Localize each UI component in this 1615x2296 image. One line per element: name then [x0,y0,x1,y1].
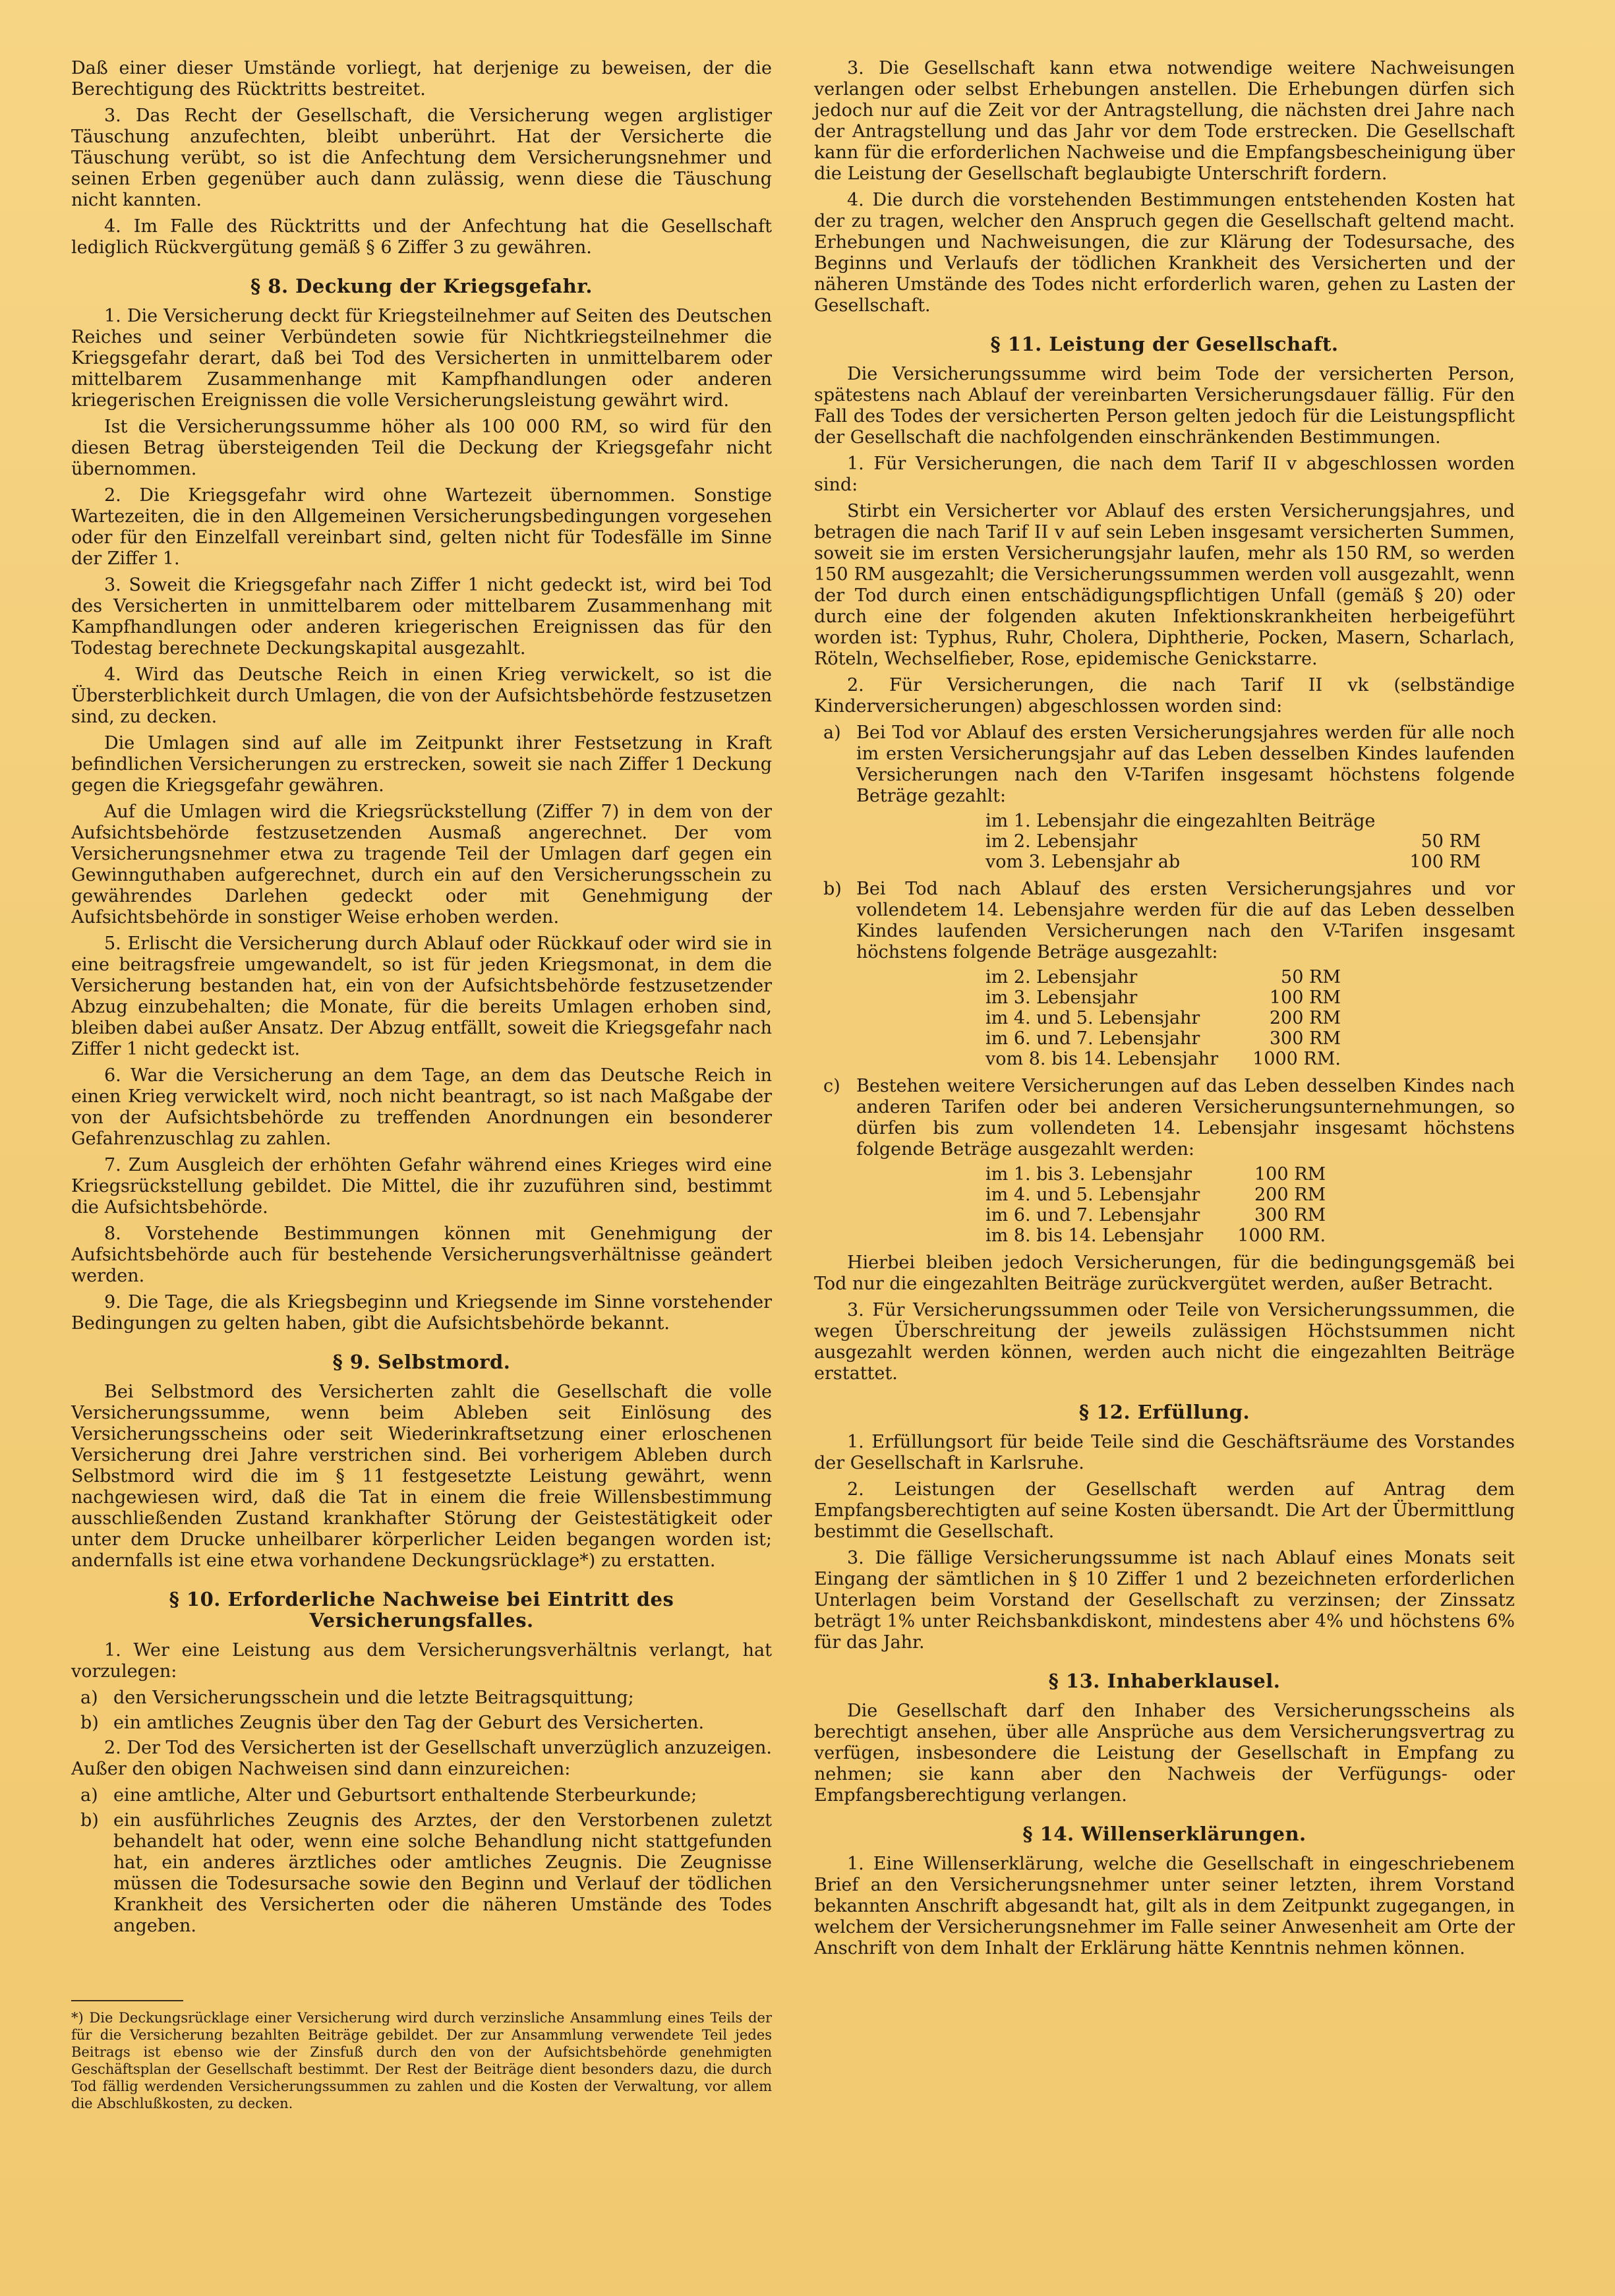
paragraph: 4. Im Falle des Rücktritts und der Anfechtung hat die Gesellschaft lediglich Rückvergütung gemäß § 6 Ziffer 3 zu gewähren. [71,216,772,258]
paragraph: 1. Erfüllungsort für beide Teile sind die Geschäftsräume des Vorstandes der Gesellschaft in Karlsruhe. [814,1432,1515,1473]
paragraph: Hierbei bleiben jedoch Versicherungen, für die bedingungsgemäß bei Tod nur die eingezahlten Beiträge zurückvergütet werden, außer Betracht. [814,1252,1515,1294]
amount-table-b [985,967,1349,1069]
list-label: b) [823,879,842,899]
table-cell-label: vom 3. Lebensjahr ab [985,852,1181,872]
list-text: Bestehen weitere Versicherungen auf das Leben desselben Kindes nach anderen Tarifen oder bei anderen Versicherungsunternehmungen, so dürfen bis zum vollendeten 14. Lebensjahr insgesamt höchstens folgende Beträge ausgezahlt werden: [856,1076,1515,1160]
table-cell-value: 50 RM [1421,831,1481,852]
table-row [985,852,1488,872]
table-cell-label: im 4. und 5. Lebensjahr [985,1185,1200,1205]
list-text: Bei Tod nach Ablauf des ersten Versicherungsjahres und vor vollendetem 14. Lebensjahre werden für die auf das Leben desselben Kindes laufenden Versicherungen nach den V-Tarifen insgesamt höchstens folgende Beträge ausgezahlt: [856,879,1515,962]
paragraph: 2. Für Versicherungen, die nach Tarif II vk (selbständige Kinderversicherungen) abgeschlossen worden sind: [814,675,1515,717]
paragraph: 9. Die Tage, die als Kriegsbeginn und Kriegsende im Sinne vorstehender Bedingungen zu gelten haben, gibt die Aufsichtsbehörde bekannt. [71,1292,772,1334]
paragraph: Auf die Umlagen wird die Kriegsrückstellung (Ziffer 7) in dem von der Aufsichtsbehörde festzusetzenden Ausmaß angerechnet. Der vom Versicherungsnehmer etwa zu tragende Teil der Umlagen darf gegen ein Gewinnguthaben aufgerechnet, durch ein auf den Versicherungsschein zu gewährendes Darlehen gedeckt oder mit Genehmigung der Aufsichtsbehörde in sonstiger Weise erhoben werden. [71,802,772,927]
table-cell-value [1383,811,1488,831]
list-label: a) [80,1688,98,1708]
section-heading-10: § 10. Erforderliche Nachweise bei Eintritt des Versicherungsfalles. [169,1588,674,1632]
list-item [814,879,1515,963]
table-cell-value: 100 RM [1254,1164,1326,1185]
table-cell-label: im 6. und 7. Lebensjahr [985,1028,1200,1049]
section-heading-12: § 12. Erfüllung. [1078,1401,1250,1423]
list-text: ein ausführliches Zeugnis des Arztes, der den Verstorbenen zuletzt behandelt hat oder, wenn eine solche Behandlung nicht stattgefunden hat, ein anderes ärztliches oder amtliches Zeugnis. Die Zeugnisse müssen die Todesursache sowie den Beginn und Verlauf der tödlichen Krankheit des Versicherten oder die näheren Umstände des Todes angeben. [113,1810,772,1936]
table-row [985,1164,1334,1185]
list-text: ein amtliches Zeugnis über den Tag der Geburt des Versicherten. [113,1713,705,1733]
paragraph: Daß einer dieser Umstände vorliegt, hat derjenige zu beweisen, der die Berechtigung des Rücktritts bestreitet. [71,58,772,100]
list-item [814,1076,1515,1160]
paragraph: 2. Der Tod des Versicherten ist der Gesellschaft unverzüglich anzuzeigen. Außer den obigen Nachweisen sind dann einzureichen: [71,1738,772,1779]
table-row [985,967,1349,987]
paragraph: Die Gesellschaft darf den Inhaber des Versicherungsscheins als berechtigt ansehen, über alle Ansprüche aus dem Versicherungsvertrag zu verfügen, insbesondere die Leistung der Gesellschaft in Empfang zu nehmen; sie kann aber den Nachweis der Verfügungs- oder Empfangsberechtigung verlangen. [814,1701,1515,1806]
table-cell-value: 100 RM [1409,852,1481,872]
section-heading-14: § 14. Willenserklärungen. [1022,1823,1307,1845]
list-label: c) [823,1076,840,1096]
table-row [985,1205,1334,1225]
list-item [71,1810,772,1937]
list-item [71,1688,772,1709]
table-cell-value: 200 RM [1254,1185,1326,1205]
list-label: b) [80,1713,99,1733]
paragraph: 4. Die durch die vorstehenden Bestimmungen entstehenden Kosten hat der zu tragen, welcher den Anspruch gegen die Gesellschaft geltend macht. Erhebungen und Nachweisungen, die zur Klärung der Todesursache, des Beginns und Verlaufs der tödlichen Krankheit des Versicherten und der näheren Umstände des Todes nicht erforderlich waren, gehen zu Lasten der Gesellschaft. [814,190,1515,316]
paragraph: 2. Leistungen der Gesellschaft werden auf Antrag dem Empfangsberechtigten auf seine Kosten übersandt. Die Art der Übermittlung bestimmt die Gesellschaft. [814,1479,1515,1542]
table-cell-label: im 1. bis 3. Lebensjahr [985,1164,1192,1185]
list-item [71,1713,772,1734]
table-cell-label: im 2. Lebensjahr [985,831,1138,852]
two-column-layout [71,58,1552,2256]
table-cell-label: im 2. Lebensjahr [985,967,1138,987]
footnote: *) Die Deckungsrücklage einer Versicherung wird durch verzinsliche Ansammlung eines Teils der für die Versicherung bezahlten Beiträge gebildet. Der zur Ansammlung verwendete Teil jedes Beitrags ist ebenso wie der Zinsfuß durch den von der Aufsichtsbehörde genehmigten Geschäftsplan der Gesellschaft bestimmt. Der Rest der Beiträge dient besonders dazu, die durch Tod fällig werdenden Versicherungssummen zu zahlen und die Kosten der Verwaltung, vor allem die Abschlußkosten, zu decken. [71,2010,772,2111]
paragraph: Stirbt ein Versicherter vor Ablauf des ersten Versicherungsjahres, und betragen die nach Tarif II v auf sein Leben insgesamt versicherten Summen, soweit sie im ersten Versicherungsjahr laufen, mehr als 150 RM, so werden 150 RM ausgezahlt; die Versicherungssummen werden voll ausgezahlt, wenn der Tod durch einen entschädigungspflichtigen Unfall (gemäß § 20) oder durch eine der folgenden akuten Infektionskrankheiten herbeigeführt worden ist: Typhus, Ruhr, Cholera, Diphtherie, Pocken, Masern, Scharlach, Röteln, Wechselfieber, Rose, epidemische Genickstarre. [814,501,1515,669]
paragraph: 5. Erlischt die Versicherung durch Ablauf oder Rückkauf oder wird sie in eine beitragsfreie umgewandelt, so ist für jeden Kriegsmonat, in dem die Versicherung bestanden hat, ein von der Aufsichtsbehörde festzusetzender Abzug einzubehalten; die Monate, für die bereits Umlagen erhoben sind, bleiben dabei außer Ansatz. Der Abzug entfällt, soweit die Kriegsgefahr nach Ziffer 1 nicht gedeckt ist. [71,933,772,1059]
paragraph: Bei Selbstmord des Versicherten zahlt die Gesellschaft die volle Versicherungssumme, wenn beim Ableben seit Einlösung des Versicherungsscheins oder seit Wiederinkraftsetzung einer erloschenen Versicherung drei Jahre verstrichen sind. Bei vorherigem Ableben durch Selbstmord wird die im § 11 festgesetzte Leistung gewährt, wenn nachgewiesen wird, daß die Tat in einem die freie Willensbestimmung ausschließenden Zustand krankhafter Störung der Geistestätigkeit oder unter dem Drucke unheilbarer körperlicher Leiden begangen worden ist; andernfalls ist eine etwa vorhandene Deckungsrücklage*) zu erstatten. [71,1382,772,1571]
right-column [814,58,1515,2256]
section-heading-8: § 8. Deckung der Kriegsgefahr. [250,275,593,297]
table-cell-label: im 4. und 5. Lebensjahr [985,1008,1200,1028]
paragraph: 2. Die Kriegsgefahr wird ohne Wartezeit übernommen. Sonstige Wartezeiten, die in den Allgemeinen Versicherungsbedingungen vorgesehen oder für den Einzelfall vereinbart sind, gelten nicht für Todesfälle im Sinne der Ziffer 1. [71,485,772,569]
paragraph: 3. Die Gesellschaft kann etwa notwendige weitere Nachweisungen verlangen oder selbst Erhebungen anstellen. Die Erhebungen dürfen sich jedoch nur auf die Zeit vor der Antragstellung, die nächsten drei Jahre nach der Antragstellung und das Jahr vor dem Tode erstrecken. Die Gesellschaft kann für die erforderlichen Nachweise und die Empfangsbescheinigung über die Leistung der Gesellschaft beglaubigte Unterschrift fordern. [814,58,1515,184]
paragraph: 1. Die Versicherung deckt für Kriegsteilnehmer auf Seiten des Deutschen Reiches und seiner Verbündeten sowie für Nichtkriegsteilnehmer die Kriegsgefahr derart, daß bei Tod des Versicherten in unmittelbarem oder mittelbarem Zusammenhange mit Kampfhandlungen oder anderen kriegerischen Ereignissen die volle Versicherungsleistung gewährt wird. [71,306,772,411]
table-row [985,1049,1349,1069]
table-cell-value: 1000 RM. [1252,1049,1341,1069]
paragraph: 1. Eine Willenserklärung, welche die Gesellschaft in eingeschriebenem Brief an den Versicherungsnehmer unter seiner letzten, ihrem Vorstand bekannten Anschrift abgesandt hat, gilt als in dem Zeitpunkt zugegangen, in welchem der Versicherungsnehmer im Falle seiner Anwesenheit am Orte der Anschrift von dem Inhalt der Erklärung hätte Kenntnis nehmen können. [814,1854,1515,1958]
table-cell-value: 1000 RM. [1237,1225,1326,1246]
list-label: b) [80,1810,99,1831]
paragraph: Ist die Versicherungssumme höher als 100 000 RM, so wird für den diesen Betrag übersteigenden Teil die Deckung der Kriegsgefahr nicht übernommen. [71,417,772,479]
table-row [985,1008,1349,1028]
list-text: den Versicherungsschein und die letzte Beitragsquittung; [113,1688,634,1708]
list-item [71,1785,772,1806]
table-row [985,1185,1334,1205]
table-row [985,811,1488,831]
paragraph: 6. War die Versicherung an dem Tage, an dem das Deutsche Reich in einen Krieg verwickelt wird, noch nicht beantragt, so ist nach Maßgabe der von der Aufsichtsbehörde zu treffenden Anordnungen ein besonderer Gefahrenzuschlag zu zahlen. [71,1065,772,1149]
paragraph: Die Umlagen sind auf alle im Zeitpunkt ihrer Festsetzung in Kraft befindlichen Versicherungen zu erstrecken, soweit sie nach Ziffer 1 Deckung gegen die Kriegsgefahr gewähren. [71,733,772,796]
list-text: eine amtliche, Alter und Geburtsort enthaltende Sterbeurkunde; [113,1785,697,1806]
table-cell-value: 300 RM [1254,1205,1326,1225]
paragraph: 1. Wer eine Leistung aus dem Versicherungsverhältnis verlangt, hat vorzulegen: [71,1640,772,1682]
footnote-divider [71,2000,183,2001]
paragraph: 8. Vorstehende Bestimmungen können mit Genehmigung der Aufsichtsbehörde auch für bestehende Versicherungsverhältnisse geändert werden. [71,1223,772,1286]
paragraph: 1. Für Versicherungen, die nach dem Tarif II v abgeschlossen worden sind: [814,454,1515,495]
left-column [71,58,772,2256]
table-cell-label: im 1. Lebensjahr die eingezahlten Beiträge [985,811,1376,831]
paragraph: 3. Das Recht der Gesellschaft, die Versicherung wegen arglistiger Täuschung anzufechten, bleibt unberührt. Hat der Versicherte die Täuschung verübt, so ist die Anfechtung dem Versicherungsnehmer und seinen Erben gegenüber auch dann zulässig, wenn diese die Täuschung nicht kannten. [71,105,772,210]
paragraph: Die Versicherungssumme wird beim Tode der versicherten Person, spätestens nach Ablauf der vereinbarten Versicherungsdauer fällig. Für den Fall des Todes der versicherten Person gelten jedoch für die Leistungspflicht der Gesellschaft die nachfolgenden einschränkenden Bestimmungen. [814,364,1515,448]
section-heading-9: § 9. Selbstmord. [332,1351,511,1373]
table-cell-label: im 8. bis 14. Lebensjahr [985,1225,1204,1246]
table-cell-value: 200 RM [1269,1008,1341,1028]
table-row [985,1028,1349,1049]
list-label: a) [823,722,841,743]
table-row [985,987,1349,1008]
table-row [985,831,1488,852]
section-heading-13: § 13. Inhaberklausel. [1048,1670,1281,1692]
list-item [814,722,1515,807]
table-cell-label: im 6. und 7. Lebensjahr [985,1205,1200,1225]
table-cell-value: 100 RM [1269,987,1341,1008]
list-text: Bei Tod vor Ablauf des ersten Versicherungsjahres werden für alle noch im ersten Versicherungsjahr auf das Leben desselben Kindes laufenden Versicherungen nach den V-Tarifen insgesamt höchstens folgende Beträge gezahlt: [856,722,1515,806]
table-cell-value: 300 RM [1269,1028,1341,1049]
paragraph: 3. Soweit die Kriegsgefahr nach Ziffer 1 nicht gedeckt ist, wird bei Tod des Versicherten in unmittelbarem oder mittelbarem Zusammenhang mit Kampfhandlungen oder anderen kriegerischen Ereignissen das für den Todestag berechnete Deckungskapital ausgezahlt. [71,575,772,659]
table-cell-label: vom 8. bis 14. Lebensjahr [985,1049,1219,1069]
table-cell-value: 50 RM [1281,967,1341,987]
paragraph: 7. Zum Ausgleich der erhöhten Gefahr während eines Krieges wird eine Kriegsrückstellung gebildet. Die Mittel, die ihr zuzuführen sind, bestimmt die Aufsichtsbehörde. [71,1155,772,1218]
amount-table-a [985,811,1488,872]
table-cell-label: im 3. Lebensjahr [985,987,1138,1008]
paragraph: 3. Für Versicherungssummen oder Teile von Versicherungssummen, die wegen Überschreitung der jeweils zulässigen Höchstsummen nicht ausgezahlt werden können, werden auch nicht die eingezahlten Beiträge erstattet. [814,1300,1515,1384]
paragraph: 4. Wird das Deutsche Reich in einen Krieg verwickelt, so ist die Übersterblichkeit durch Umlagen, die von der Aufsichtsbehörde festzusetzen sind, zu decken. [71,664,772,727]
section-heading-11: § 11. Leistung der Gesellschaft. [990,333,1339,355]
paragraph: 3. Die fällige Versicherungssumme ist nach Ablauf eines Monats seit Eingang der sämtlichen in § 10 Ziffer 1 und 2 bezeichneten erforderlichen Unterlagen beim Vorstand der Gesellschaft zu verzinsen; der Zinssatz beträgt 1% unter Reichsbankdiskont, mindestens aber 4% und höchstens 6% für das Jahr. [814,1548,1515,1653]
amount-table-c [985,1164,1334,1246]
table-row [985,1225,1334,1246]
list-label: a) [80,1785,98,1806]
